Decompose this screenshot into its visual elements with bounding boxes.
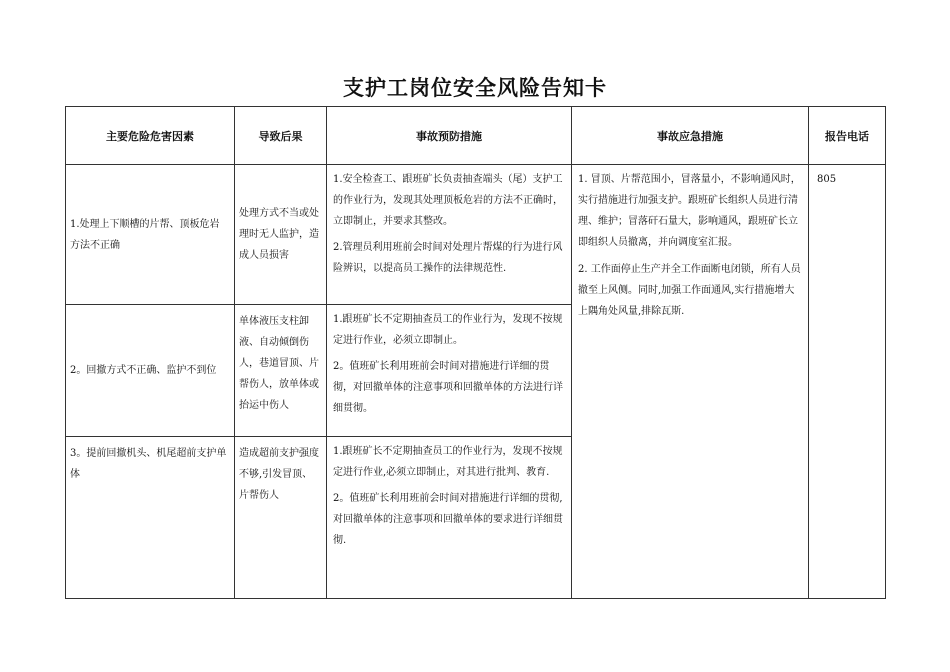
prevention-cell <box>327 305 572 437</box>
prevention-item: 2.管理员利用班前会时间对处理片帮煤的行为进行风险辨识，以提高员工操作的法律规范性. <box>333 242 563 274</box>
emergency-cell <box>572 165 809 599</box>
result-cell: 造成超前支护强度不够,引发冒顶、片帮伤人 <box>235 437 327 599</box>
header-prevention: 事故预防措施 <box>327 107 572 165</box>
table-row <box>66 165 886 305</box>
prevention-item: 1.跟班矿长不定期抽查员工的作业行为，发现不按规定进行作业,必须立即制止，对其进行批判、教育. <box>333 446 563 478</box>
prevention-item: 2。值班矿长利用班前会时间对措施进行详细的贯彻，对回撤单体的注意事项和回撤单体的方法进行详细贯彻。 <box>333 361 563 414</box>
result-cell: 处理方式不当或处理时无人监护，造成人员损害 <box>235 165 327 305</box>
header-hazard: 主要危险危害因素 <box>66 107 235 165</box>
prevention-item: 2。值班矿长利用班前会时间对措施进行详细的贯彻,对回撤单体的注意事项和回撤单体的要求进行详细贯彻. <box>333 493 563 546</box>
phone-cell: 805 <box>809 165 886 599</box>
header-result: 导致后果 <box>235 107 327 165</box>
emergency-item: 1. 冒顶、片帮范围小，冒落量小，不影响通风时，实行措施进行加强支护。跟班矿长组织人员进行清理、维护；冒落矸石量大，影响通风，跟班矿长立即组织人员撤离，并向调度室汇报。 <box>578 174 801 248</box>
hazard-cell: 3。提前回撤机头、机尾超前支护单体 <box>66 437 235 599</box>
prevention-cell <box>327 437 572 599</box>
header-phone: 报告电话 <box>809 107 886 165</box>
prevention-item: 1.安全检查工、跟班矿长负责抽查端头（尾）支护工的作业行为，发现其处理顶板危岩的方法不正确时，立即制止，并要求其整改。 <box>333 174 563 227</box>
table-header-row <box>66 107 886 165</box>
prevention-cell <box>327 165 572 305</box>
risk-card-table <box>65 106 886 599</box>
hazard-cell: 1.处理上下顺槽的片帮、顶板危岩方法不正确 <box>66 165 235 305</box>
hazard-cell: 2。回撤方式不正确、监护不到位 <box>66 305 235 437</box>
prevention-item: 1.跟班矿长不定期抽查员工的作业行为，发现不按规定进行作业，必须立即制止。 <box>333 314 563 346</box>
emergency-item: 2. 工作面停止生产并全工作面断电闭锁，所有人员撤至上风侧。同时,加强工作面通风,实行措施增大上隅角处风量,排除瓦斯. <box>578 264 801 317</box>
header-emergency: 事故应急措施 <box>572 107 809 165</box>
result-cell: 单体液压支柱卸液、自动倾倒伤人，巷道冒顶、片帮伤人，放单体或抬运中伤人 <box>235 305 327 437</box>
page-title: 支护工岗位安全风险告知卡 <box>343 76 607 100</box>
